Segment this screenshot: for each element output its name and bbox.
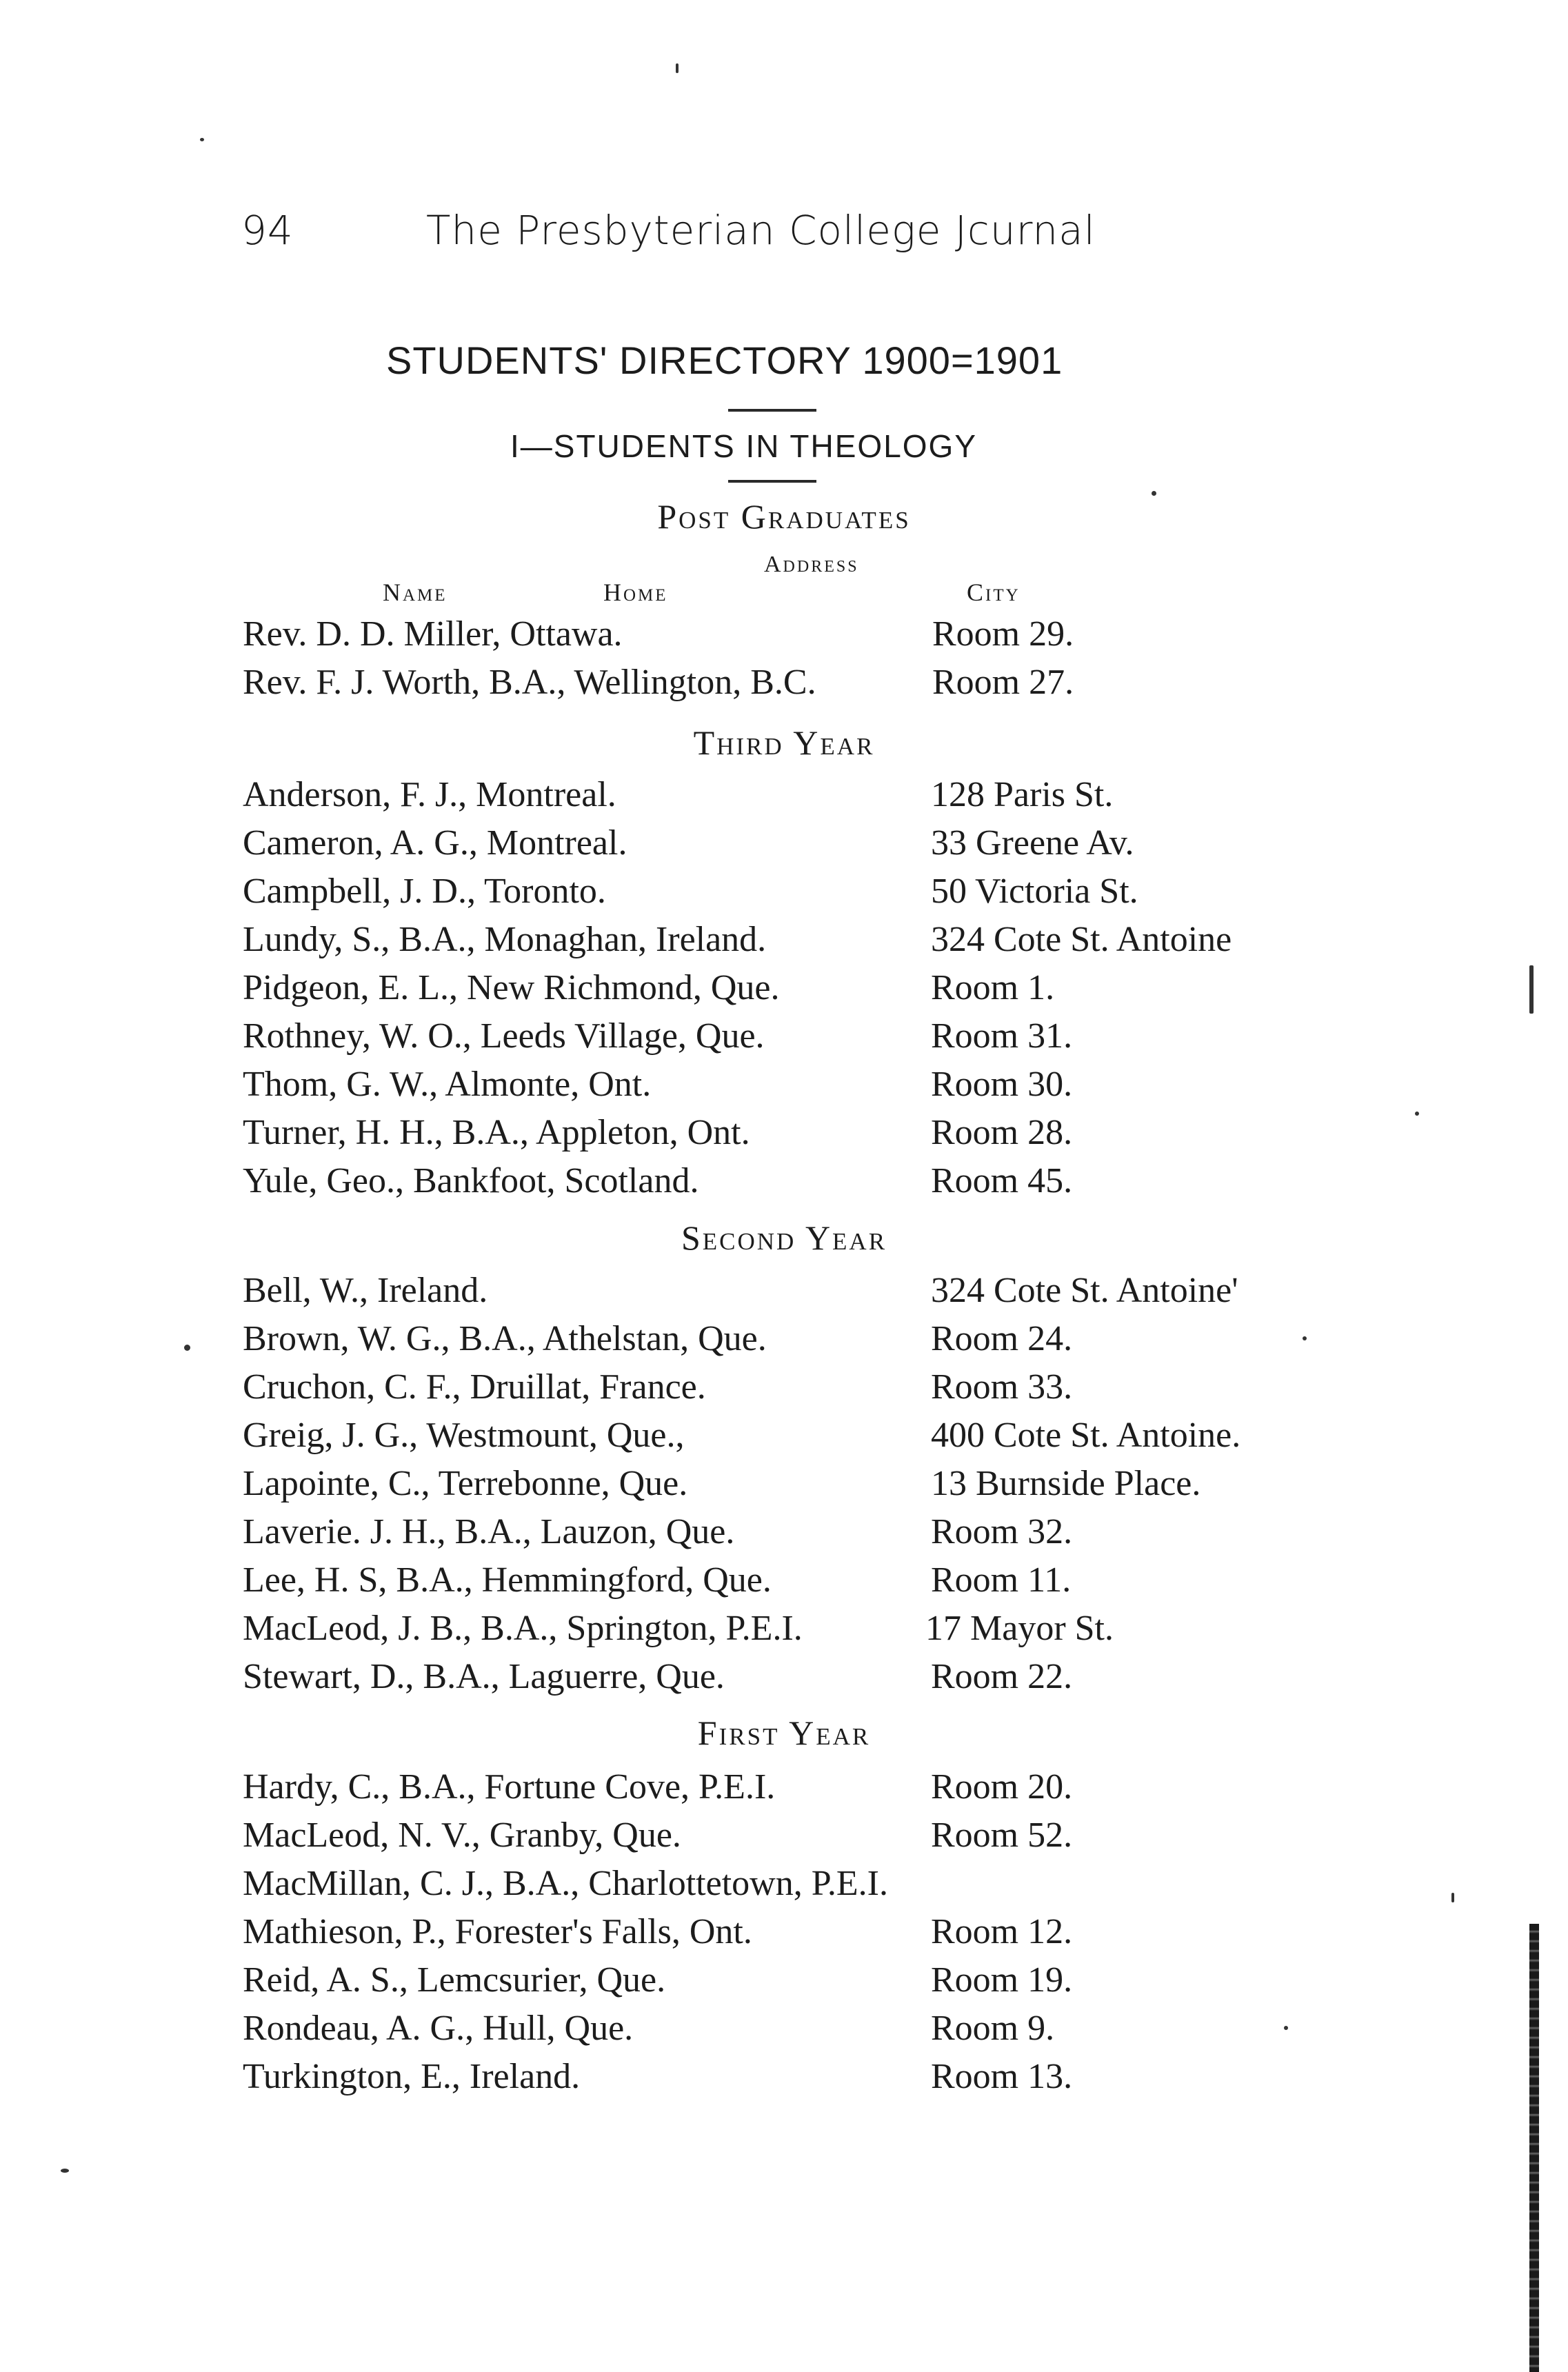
entry-city: Room 1. — [931, 968, 1055, 1007]
entry-name-home: Rev. F. J. Worth, B.A., Wellington, B.C. — [243, 663, 816, 702]
entry-city: Room 19. — [931, 1960, 1073, 2000]
directory-entry — [243, 1160, 1415, 1207]
directory-entry — [243, 967, 1415, 1014]
directory-entry — [243, 1656, 1415, 1703]
scan-speck — [184, 1345, 190, 1351]
entry-name-home: MacMillan, C. J., B.A., Charlottetown, P.E.I. — [243, 1864, 888, 1903]
entry-city: Room 20. — [931, 1767, 1073, 1807]
entry-name-home: Rothney, W. O., Leeds Village, Que. — [243, 1016, 765, 1056]
entry-name-home: Lapointe, C., Terrebonne, Que. — [243, 1464, 688, 1503]
group-heading-first-year: First Year — [697, 1713, 871, 1752]
directory-entry — [243, 2008, 1415, 2055]
directory-entry — [243, 2056, 1415, 2103]
directory-entry — [243, 871, 1415, 918]
column-label-city: City — [967, 579, 1021, 606]
column-label-home: Home — [603, 579, 668, 606]
entry-name-home: Rev. D. D. Miller, Ottawa. — [243, 614, 623, 654]
entry-name-home: Bell, W., Ireland. — [243, 1271, 488, 1310]
directory-entry — [243, 1960, 1415, 2007]
entry-city: Room 22. — [931, 1657, 1073, 1696]
entry-name-home: Lundy, S., B.A., Monaghan, Ireland. — [243, 920, 767, 959]
directory-entry — [243, 774, 1415, 821]
entry-city: Room 9. — [931, 2009, 1055, 2048]
entry-city: 17 Mayor St. — [925, 1609, 1114, 1648]
entry-name-home: Brown, W. G., B.A., Athelstan, Que. — [243, 1319, 767, 1358]
directory-entry — [243, 919, 1415, 966]
directory-entry — [243, 1911, 1415, 1958]
entry-name-home: Mathieson, P., Forester's Falls, Ont. — [243, 1912, 752, 1951]
directory-entry — [243, 1270, 1415, 1317]
entry-city: Room 30. — [931, 1065, 1073, 1104]
directory-entry — [243, 1064, 1415, 1111]
directory-entry — [243, 1511, 1415, 1558]
entry-name-home: Hardy, C., B.A., Fortune Cove, P.E.I. — [243, 1767, 776, 1807]
section-title: I—STUDENTS IN THEOLOGY — [510, 428, 978, 464]
scan-speck — [1451, 1893, 1454, 1902]
title-rule — [728, 409, 816, 412]
entry-city: Room 24. — [931, 1319, 1073, 1358]
entry-city: Room 12. — [931, 1912, 1073, 1951]
group-heading-post-graduates: Post Graduates — [657, 497, 911, 536]
entry-name-home: Yule, Geo., Bankfoot, Scotland. — [243, 1161, 699, 1200]
directory-entry — [243, 662, 1415, 709]
entry-name-home: Anderson, F. J., Montreal. — [243, 775, 616, 814]
entry-name-home: Stewart, D., B.A., Laguerre, Que. — [243, 1657, 725, 1696]
entry-name-home: Cruchon, C. F., Druillat, France. — [243, 1367, 706, 1407]
entry-name-home: MacLeod, J. B., B.A., Springton, P.E.I. — [243, 1609, 803, 1648]
directory-entry — [243, 1863, 1415, 1910]
entry-name-home: Lee, H. S, B.A., Hemmingford, Que. — [243, 1560, 772, 1600]
entry-city: 324 Cote St. Antoine — [931, 920, 1232, 959]
column-label-name: Name — [383, 579, 448, 606]
scan-speck — [1152, 491, 1156, 496]
directory-entry — [243, 1815, 1415, 1862]
directory-entry — [243, 823, 1415, 870]
entry-name-home: Campbell, J. D., Toronto. — [243, 872, 606, 911]
entry-city: Room 11. — [931, 1560, 1072, 1600]
directory-entry — [243, 1112, 1415, 1159]
entry-city: Room 33. — [931, 1367, 1073, 1407]
entry-city: 324 Cote St. Antoine' — [931, 1271, 1238, 1310]
entry-name-home: Thom, G. W., Almonte, Ont. — [243, 1065, 652, 1104]
column-label-address: Address — [764, 552, 859, 577]
entry-city: Room 28. — [931, 1113, 1073, 1152]
entry-name-home: Cameron, A. G., Montreal. — [243, 823, 627, 863]
scan-speck — [1529, 965, 1534, 1014]
entry-city: 33 Greene Av. — [931, 823, 1134, 863]
directory-entry — [243, 1415, 1415, 1462]
entry-city: 50 Victoria St. — [931, 872, 1138, 911]
journal-title: The Presbyterian College Jcurnal — [426, 207, 1096, 254]
scan-speck — [1415, 1112, 1419, 1116]
directory-entry — [243, 1608, 1415, 1655]
directory-entry — [243, 614, 1415, 661]
group-heading-third-year: Third Year — [693, 723, 875, 762]
scan-speck — [200, 138, 204, 141]
directory-entry — [243, 1463, 1415, 1510]
entry-city: Room 29. — [932, 614, 1074, 654]
entry-city: Room 27. — [932, 663, 1074, 702]
scan-speck — [1284, 2026, 1288, 2030]
directory-entry — [243, 1560, 1415, 1607]
entry-city: Room 45. — [931, 1161, 1073, 1200]
running-head — [241, 207, 1124, 269]
scan-speck — [676, 63, 679, 73]
entry-name-home: Pidgeon, E. L., New Richmond, Que. — [243, 968, 780, 1007]
directory-entry — [243, 1767, 1415, 1813]
entry-city: Room 13. — [931, 2057, 1073, 2096]
entry-name-home: Laverie. J. H., B.A., Lauzon, Que. — [243, 1512, 735, 1551]
entry-city: 13 Burnside Place. — [931, 1464, 1201, 1503]
scan-speck — [1303, 1336, 1307, 1340]
entry-name-home: MacLeod, N. V., Granby, Que. — [243, 1816, 681, 1855]
entry-name-home: Turkington, E., Ireland. — [243, 2057, 581, 2096]
scan-speck — [61, 2169, 69, 2173]
entry-city: 128 Paris St. — [931, 775, 1114, 814]
section-rule — [728, 480, 816, 483]
entry-city: Room 32. — [931, 1512, 1073, 1551]
directory-entry — [243, 1016, 1415, 1063]
entry-name-home: Turner, H. H., B.A., Appleton, Ont. — [243, 1113, 750, 1152]
entry-city: Room 52. — [931, 1816, 1073, 1855]
entry-name-home: Rondeau, A. G., Hull, Que. — [243, 2009, 634, 2048]
binding-edge-shadow — [1529, 1924, 1539, 2372]
directory-title: STUDENTS' DIRECTORY 1900=1901 — [386, 339, 1063, 382]
group-heading-second-year: Second Year — [681, 1218, 887, 1257]
page-number: 94 — [241, 207, 294, 254]
entry-city: 400 Cote St. Antoine. — [931, 1416, 1241, 1455]
directory-entry — [243, 1318, 1415, 1365]
entry-name-home: Greig, J. G., Westmount, Que., — [243, 1416, 685, 1455]
entry-city: Room 31. — [931, 1016, 1073, 1056]
entry-name-home: Reid, A. S., Lemcsurier, Que. — [243, 1960, 666, 2000]
directory-entry — [243, 1367, 1415, 1414]
